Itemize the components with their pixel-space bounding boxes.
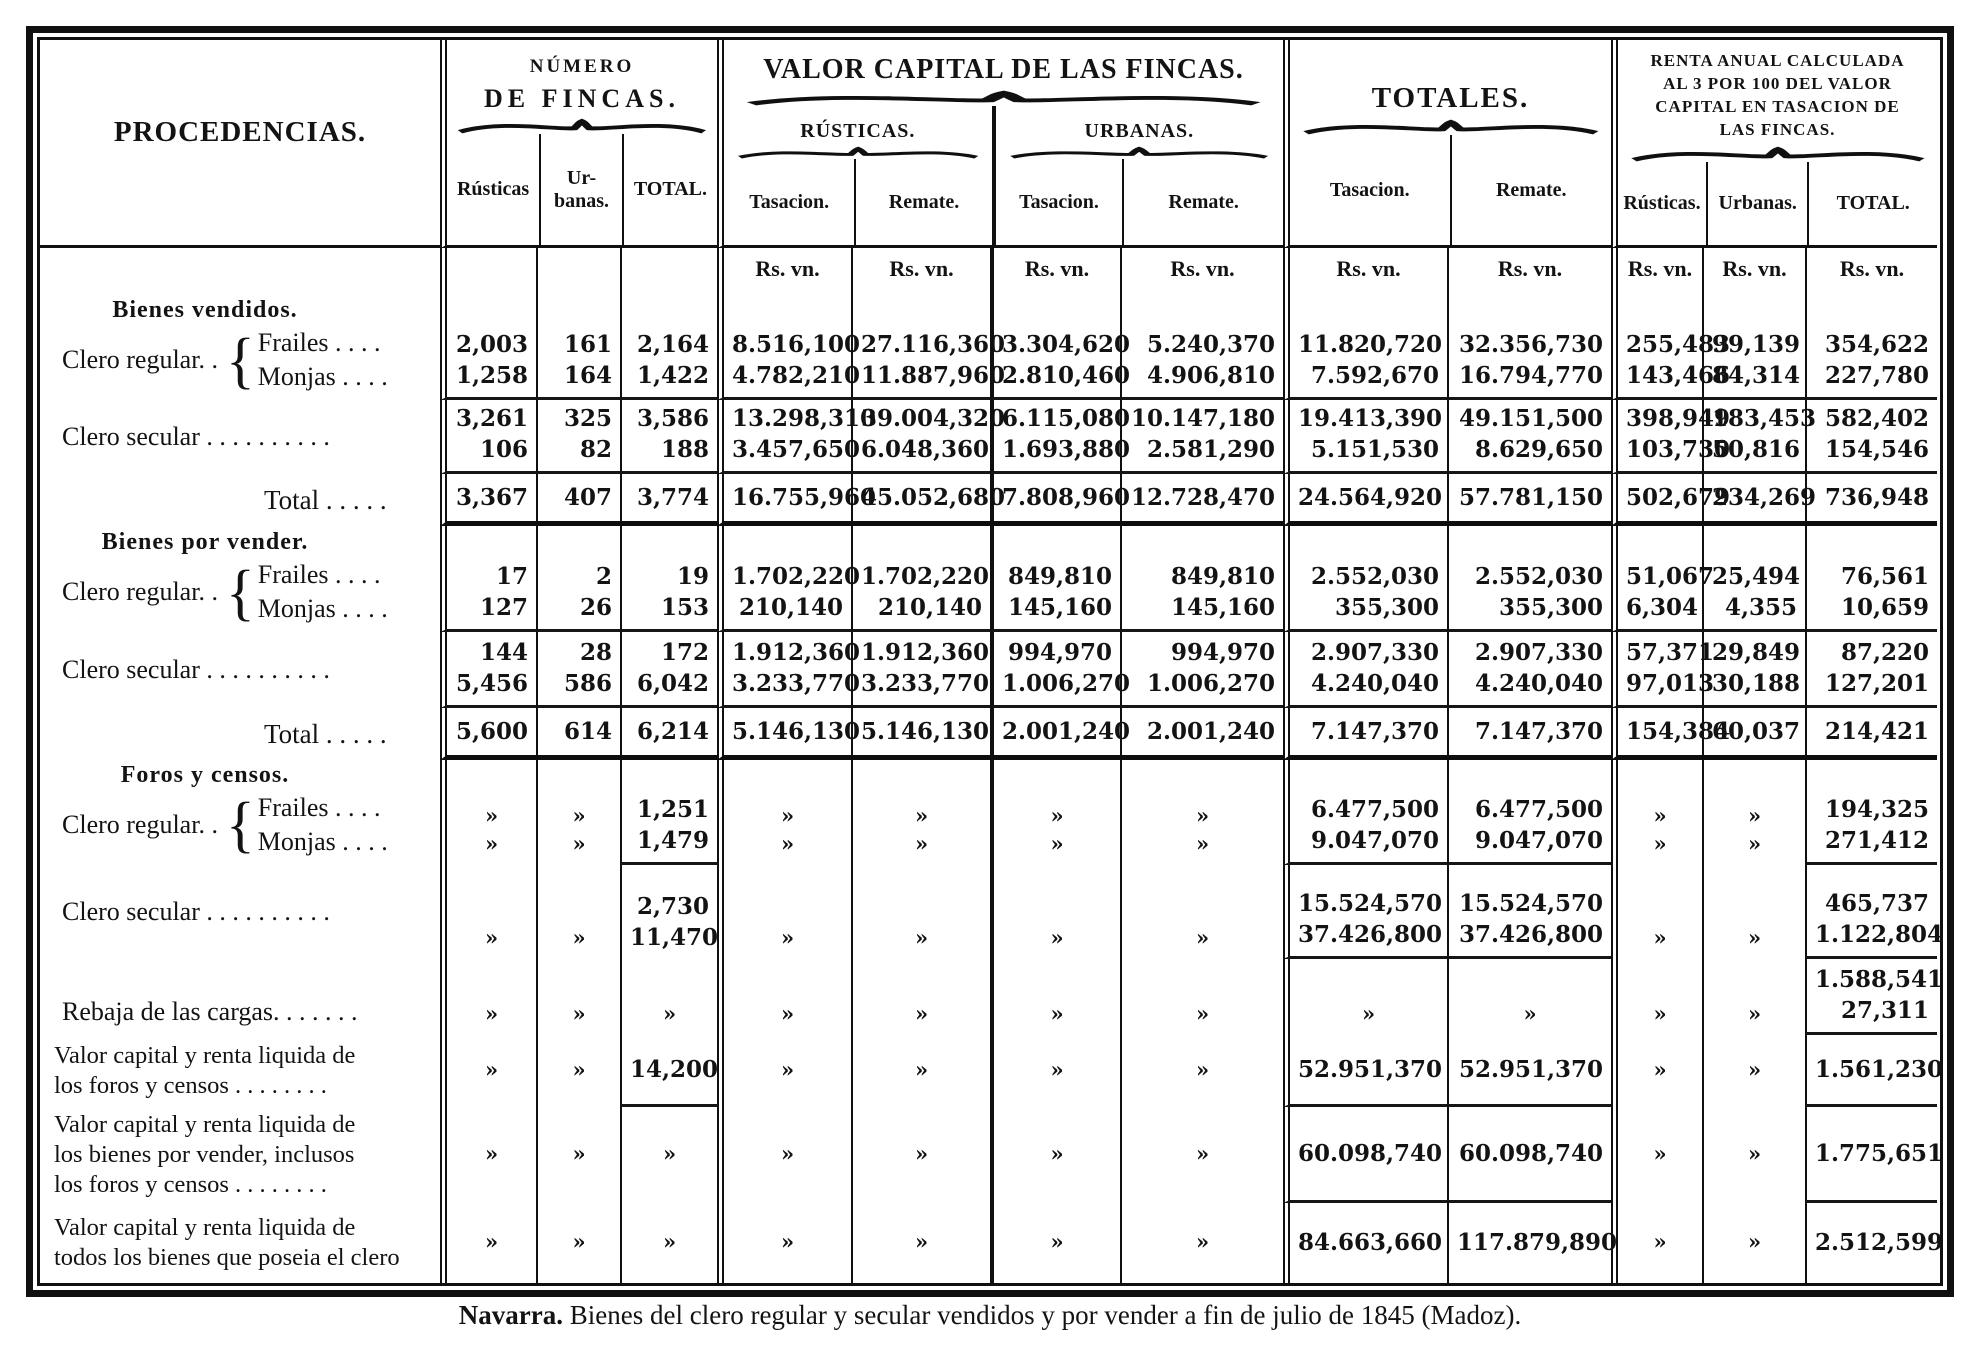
cell: »: [1120, 1107, 1283, 1203]
numero-title: NÚMERO DE FINCAS.: [484, 56, 680, 113]
header-group-numero-de-fincas: [440, 40, 717, 248]
cell: »: [536, 1203, 620, 1283]
cell: »: [1283, 959, 1447, 1035]
cell: 2.512,599: [1805, 1203, 1937, 1283]
label-liquida-foros: Valor capital y renta liquida de los foros y censos . . . . . . . .: [54, 1041, 356, 1099]
cell: 255,483 143,466: [1611, 290, 1702, 400]
cell: 28 586: [536, 632, 620, 708]
cell: 7.808,960: [990, 474, 1120, 526]
renta-subheaders: [1618, 162, 1937, 245]
cell: 144 5,456: [440, 632, 536, 708]
header-group-totales: [1283, 40, 1611, 248]
cell: 2.907,330 4.240,040: [1447, 632, 1611, 708]
cell: »: [851, 1107, 990, 1203]
col-header-totales-tasacion: Tasacion.: [1329, 178, 1410, 201]
cell: 39.004,320 6.048,360: [851, 400, 990, 474]
section-title-foros: Foros y censos.: [120, 762, 290, 788]
cell: »: [620, 1107, 717, 1203]
cell: 161 164: [536, 290, 620, 400]
col-header-rusticas: Rústicas: [456, 178, 530, 200]
cell: »: [990, 1107, 1120, 1203]
cell: 16.755,960: [717, 474, 851, 526]
cell: » »: [1702, 760, 1805, 865]
subgroup-rusticas: RÚSTICAS. Tasacion. Remate.: [724, 106, 992, 245]
cell: 2.552,030 355,300: [1283, 526, 1447, 632]
cell: 325 82: [536, 400, 620, 474]
cell: 183,453 50,816: [1702, 400, 1805, 474]
clero-regular-label: Clero regular. . { Frailes . . . . Monjas . . . .: [62, 557, 388, 627]
col-header-total: TOTAL.: [622, 134, 717, 245]
cell: 11.820,720 7.592,670: [1283, 290, 1447, 400]
cell: 398,949 103,730: [1611, 400, 1702, 474]
cell-empty: [440, 248, 536, 290]
cell: 354,622 227,780: [1805, 290, 1937, 400]
cell: 3.304,620 2.810,460: [990, 290, 1120, 400]
cell: 84.663,660: [1283, 1203, 1447, 1283]
cell: 19.413,390 5.151,530: [1283, 400, 1447, 474]
label-vendidos-secular: Clero secular . . . . . . . . . .: [62, 422, 330, 452]
cell: 10.147,180 2.581,290: [1120, 400, 1283, 474]
label-vendidos-total: Total . . . . .: [264, 484, 387, 515]
cell: »: [717, 1203, 851, 1283]
procedencias-title: PROCEDENCIAS.: [113, 116, 367, 148]
cell: 994,970 1.006,270: [990, 632, 1120, 708]
unit-label: Rs. vn.: [1447, 248, 1611, 290]
clero-regular-label: Clero regular. . { Frailes . . . . Monjas . . . .: [62, 789, 388, 859]
cell: »: [1702, 959, 1805, 1035]
cell: 1.702,220 210,140: [717, 526, 851, 632]
cell: »: [990, 865, 1120, 959]
cell: »: [1702, 1107, 1805, 1203]
cell: » »: [536, 760, 620, 865]
cell: »: [717, 865, 851, 959]
cell: 45.052,680: [851, 474, 990, 526]
header-group-renta-anual: [1611, 40, 1937, 248]
cell: »: [440, 1203, 536, 1283]
unit-label: Rs. vn.: [717, 248, 851, 290]
brace-icon: [1007, 146, 1271, 159]
cell: 194,325 271,412: [1805, 760, 1937, 865]
cell: »: [990, 1035, 1120, 1107]
cell: »: [1611, 1035, 1702, 1107]
cell-empty: [40, 248, 440, 290]
label-porvender-total: Total . . . . .: [264, 718, 387, 749]
table-frame: [26, 26, 1954, 1297]
cell: »: [440, 959, 536, 1035]
cell: » »: [1120, 760, 1283, 865]
col-header-urbanas-remate: Remate.: [1122, 159, 1283, 245]
cell: 57.781,150: [1447, 474, 1611, 526]
cell: »: [851, 865, 990, 959]
valor-subgroups: [724, 106, 1283, 245]
cell: 5,600: [440, 708, 536, 760]
cell: 12.728,470: [1120, 474, 1283, 526]
col-header-urbanas-tasacion: Tasacion.: [1019, 190, 1099, 213]
brace-icon: [455, 118, 709, 134]
cell: »: [1120, 1035, 1283, 1107]
cell: 2,730 11,470: [620, 865, 717, 959]
clero-regular-label: Clero regular. . { Frailes . . . . Monjas . . . .: [62, 325, 388, 395]
cell: 994,970 1.006,270: [1120, 632, 1283, 708]
cell: 172 6,042: [620, 632, 717, 708]
cell: 5.146,130: [717, 708, 851, 760]
cell-empty: [620, 248, 717, 290]
cell: 407: [536, 474, 620, 526]
cell: 5.146,130: [851, 708, 990, 760]
cell: » »: [851, 760, 990, 865]
cell: 2.001,240: [990, 708, 1120, 760]
cell: 5.240,370 4.906,810: [1120, 290, 1283, 400]
cell: 2,164 1,422: [620, 290, 717, 400]
section-title-por-vender: Bienes por vender.: [101, 529, 309, 556]
cell: »: [851, 959, 990, 1035]
cell: »: [717, 1107, 851, 1203]
cell: 214,421: [1805, 708, 1937, 760]
cell: 2.001,240: [1120, 708, 1283, 760]
brace-icon: [735, 146, 981, 159]
cell: 614: [536, 708, 620, 760]
cell: »: [1611, 865, 1702, 959]
cell: »: [717, 959, 851, 1035]
cell: »: [1120, 1203, 1283, 1283]
cell: 15.524,570 37.426,800: [1283, 865, 1447, 959]
col-header-rusticas-tasacion: Tasacion.: [749, 190, 830, 213]
cell: »: [717, 1035, 851, 1107]
cell: 502,679: [1611, 474, 1702, 526]
totales-title: TOTALES.: [1371, 82, 1530, 114]
brace-icon: [741, 90, 1266, 106]
cell: 8.516,100 4.782,210: [717, 290, 851, 400]
cell: 2,003 1,258: [440, 290, 536, 400]
numero-subheaders: [447, 134, 717, 245]
cell: 15.524,570 37.426,800: [1447, 865, 1611, 959]
cell: »: [536, 865, 620, 959]
cell: 17 127: [440, 526, 536, 632]
col-header-urbanas: Ur- banas.: [539, 134, 622, 245]
cell: »: [851, 1203, 990, 1283]
cell: 849,810 145,160: [990, 526, 1120, 632]
cell: »: [440, 1035, 536, 1107]
cell: »: [440, 1107, 536, 1203]
cell: »: [1120, 865, 1283, 959]
cell: 60.098,740: [1283, 1107, 1447, 1203]
cell: »: [990, 1203, 1120, 1283]
cell: 154,384: [1611, 708, 1702, 760]
cell: »: [1702, 865, 1805, 959]
cell: »: [1611, 959, 1702, 1035]
cell: » »: [717, 760, 851, 865]
cell-empty: [536, 248, 620, 290]
unit-label: Rs. vn.: [1120, 248, 1283, 290]
totales-subheaders: [1290, 135, 1611, 245]
cell: 52.951,370: [1283, 1035, 1447, 1107]
curly-brace-icon: {: [225, 557, 255, 627]
cell: 582,402 154,546: [1805, 400, 1937, 474]
cell: 24.564,920: [1283, 474, 1447, 526]
label-porvender-regular: [40, 526, 440, 632]
renta-title: RENTA ANUAL CALCULADA AL 3 POR 100 DEL VALOR CAPITAL EN TASACION DE LAS FINCAS.: [1650, 51, 1905, 139]
label-liquida-todos: Valor capital y renta liquida de todos los bienes que poseia el clero: [54, 1213, 400, 1271]
unit-label: Rs. vn.: [990, 248, 1120, 290]
cell: 60,037: [1702, 708, 1805, 760]
table-caption: [0, 1300, 1980, 1331]
statistics-table: [40, 40, 1944, 1283]
cell: 3,586 188: [620, 400, 717, 474]
col-header-rusticas-remate: Remate.: [854, 159, 991, 245]
cell: 1.775,651: [1805, 1107, 1937, 1203]
cell: »: [1447, 959, 1611, 1035]
cell: »: [851, 1035, 990, 1107]
cell: »: [440, 865, 536, 959]
cell: 14,200: [620, 1035, 717, 1107]
cell: 49.151,500 8.629,650: [1447, 400, 1611, 474]
unit-label: Rs. vn.: [1702, 248, 1805, 290]
cell: »: [1611, 1107, 1702, 1203]
cell: 6.477,500 9.047,070: [1283, 760, 1447, 865]
col-header-renta-rusticas: Rústicas.: [1623, 191, 1701, 214]
curly-brace-icon: {: [225, 325, 255, 395]
cell: » »: [440, 760, 536, 865]
cell: 1.702,220 210,140: [851, 526, 990, 632]
cell: 6.115,080 1.693,880: [990, 400, 1120, 474]
col-header-totales-remate: Remate.: [1450, 135, 1612, 245]
cell: »: [1702, 1203, 1805, 1283]
cell: »: [1611, 1203, 1702, 1283]
label-foros-secular: Clero secular . . . . . . . . . .: [62, 897, 330, 927]
cell: 234,269: [1702, 474, 1805, 526]
cell: 57,371 97,013: [1611, 632, 1702, 708]
cell: 25,494 4,355: [1702, 526, 1805, 632]
cell: 32.356,730 16.794,770: [1447, 290, 1611, 400]
cell: 6,214: [620, 708, 717, 760]
cell: 19 153: [620, 526, 717, 632]
cell: 52.951,370: [1447, 1035, 1611, 1107]
cell: »: [536, 959, 620, 1035]
cell: 1,251 1,479: [620, 760, 717, 865]
unit-label: Rs. vn.: [851, 248, 990, 290]
cell: »: [1702, 1035, 1805, 1107]
unit-label: Rs. vn.: [1805, 248, 1937, 290]
cell: 1.588,541 27,311: [1805, 959, 1937, 1035]
cell: 29,849 30,188: [1702, 632, 1805, 708]
cell: »: [536, 1035, 620, 1107]
label-vendidos-regular: [40, 290, 440, 400]
cell: 27.116,360 11.887,960: [851, 290, 990, 400]
unit-label: Rs. vn.: [1283, 248, 1447, 290]
label-foros-regular: [40, 760, 440, 865]
cell: 13.298,310 3.457,650: [717, 400, 851, 474]
cell: 87,220 127,201: [1805, 632, 1937, 708]
cell: 51,067 6,304: [1611, 526, 1702, 632]
cell: 1.912,360 3.233,770: [851, 632, 990, 708]
brace-icon: [1628, 146, 1928, 162]
section-title-vendidos: Bienes vendidos.: [112, 297, 298, 324]
caption-text: Bienes del clero regular y secular vendidos y por vender a fin de julio de 1845 (Madoz).: [563, 1300, 1522, 1330]
cell: 1.561,230: [1805, 1035, 1937, 1107]
curly-brace-icon: {: [225, 789, 255, 859]
cell: 3,367: [440, 474, 536, 526]
cell: 736,948: [1805, 474, 1937, 526]
brace-icon: [1300, 119, 1602, 135]
cell: 465,737 1.122,804: [1805, 865, 1937, 959]
cell: 60.098,740: [1447, 1107, 1611, 1203]
cell: 117.879,890: [1447, 1203, 1611, 1283]
cell: 2.552,030 355,300: [1447, 526, 1611, 632]
cell: 1.912,360 3.233,770: [717, 632, 851, 708]
cell: »: [620, 959, 717, 1035]
cell: 3,261 106: [440, 400, 536, 474]
cell: 3,774: [620, 474, 717, 526]
cell: »: [990, 959, 1120, 1035]
cell: 7.147,370: [1447, 708, 1611, 760]
cell: » »: [990, 760, 1120, 865]
valor-title: VALOR CAPITAL DE LAS FINCAS.: [763, 54, 1244, 85]
cell: 2.907,330 4.240,040: [1283, 632, 1447, 708]
header-group-valor-capital: [717, 40, 1283, 248]
cell: »: [620, 1203, 717, 1283]
cell: 849,810 145,160: [1120, 526, 1283, 632]
cell: 2 26: [536, 526, 620, 632]
cell: » »: [1611, 760, 1702, 865]
label-porvender-secular: Clero secular . . . . . . . . . .: [62, 655, 330, 685]
table-frame-inner: [37, 37, 1943, 1286]
unit-label: Rs. vn.: [1611, 248, 1702, 290]
col-header-renta-urbanas: Urbanas.: [1706, 162, 1808, 245]
header-procedencias: [40, 40, 440, 248]
caption-region: Navarra.: [458, 1300, 564, 1330]
cell: 76,561 10,659: [1805, 526, 1937, 632]
label-rebaja: Rebaja de las cargas. . . . . . .: [62, 996, 358, 1026]
cell: 7.147,370: [1283, 708, 1447, 760]
cell: »: [1120, 959, 1283, 1035]
col-header-renta-total: TOTAL.: [1807, 162, 1937, 245]
label-liquida-por-vender: Valor capital y renta liquida de los bienes por vender, inclusos los foros y censos . . . . . . . .: [54, 1110, 356, 1198]
cell: 6.477,500 9.047,070: [1447, 760, 1611, 865]
cell: 99,139 84,314: [1702, 290, 1805, 400]
subgroup-urbanas: URBANAS. Tasacion. Remate.: [992, 106, 1283, 245]
cell: »: [536, 1107, 620, 1203]
